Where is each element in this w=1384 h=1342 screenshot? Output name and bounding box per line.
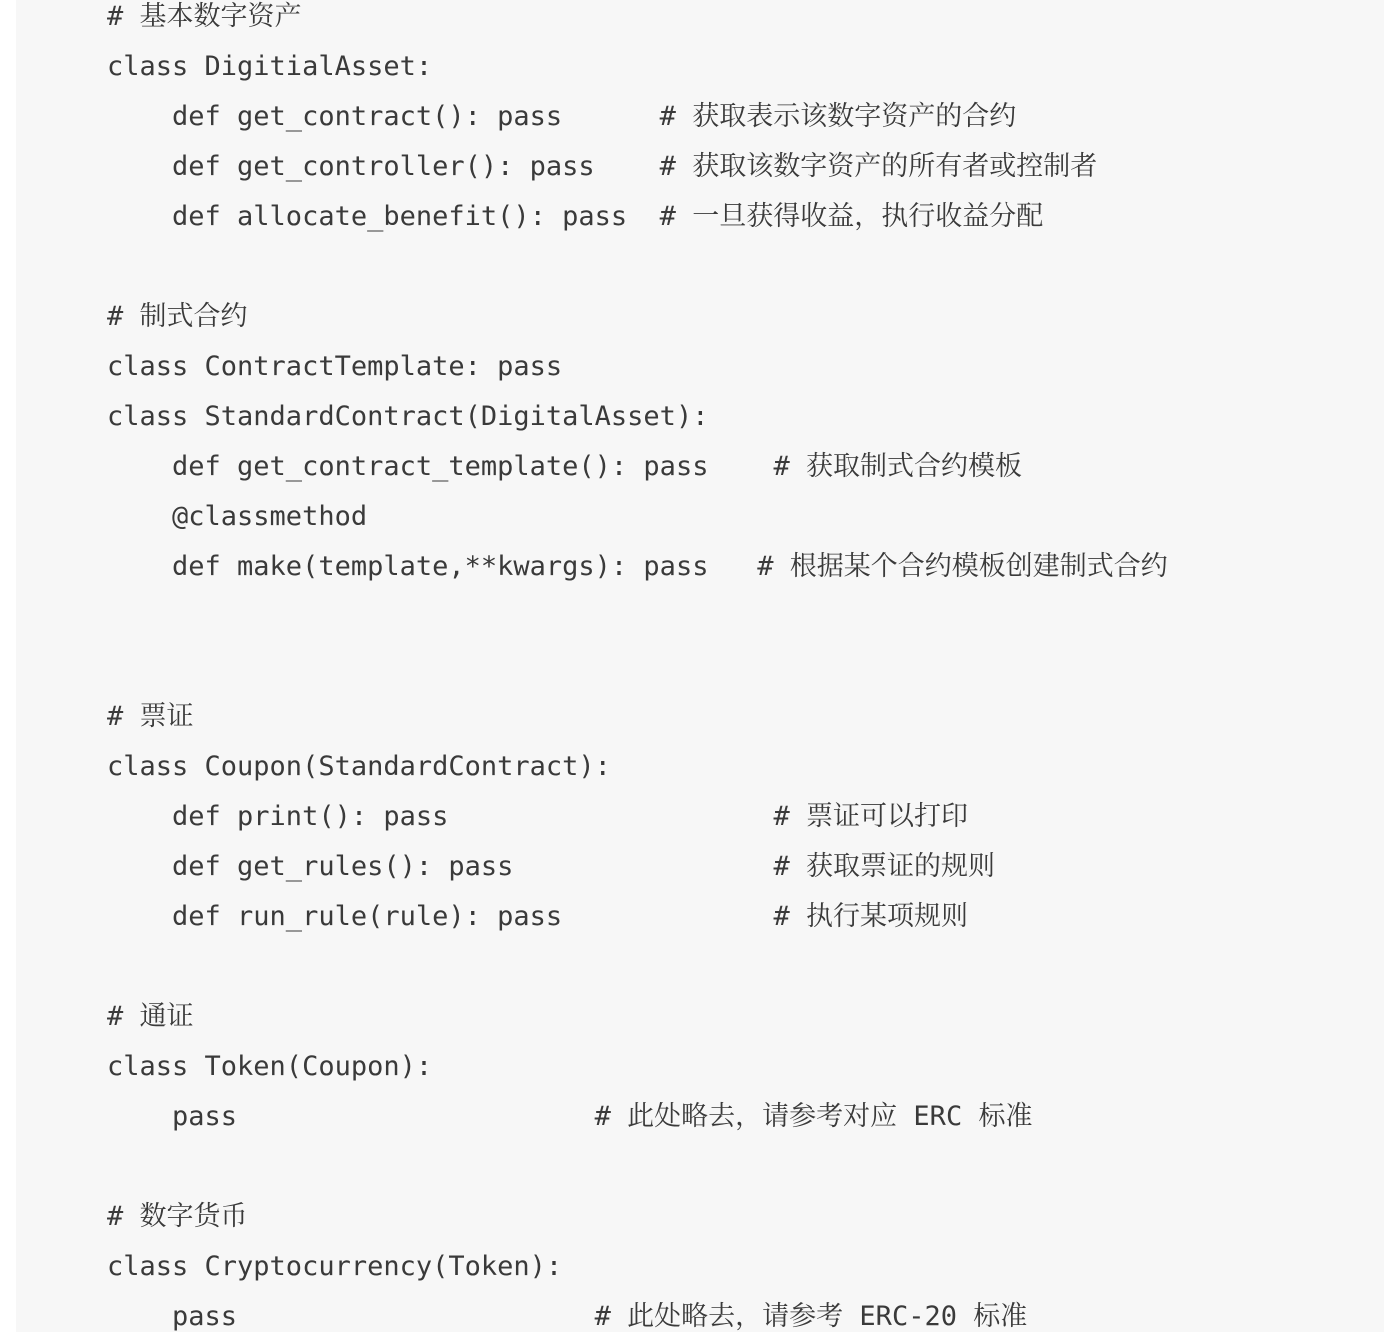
code-line: def get_contract(): pass # 获取表示该数字资产的合约 [107, 101, 1017, 132]
code-line: # 制式合约 [107, 301, 248, 332]
code-line [107, 242, 1384, 292]
code-line [107, 1142, 1384, 1192]
code-line: # 票证 [107, 701, 194, 732]
code-line: class Coupon(StandardContract): [107, 751, 611, 782]
code-line: # 数字货币 [107, 1201, 248, 1232]
code-line: def allocate_benefit(): pass # 一旦获得收益，执行收益分配 [107, 201, 1044, 232]
code-panel [16, 0, 1384, 1332]
code-line [107, 592, 1384, 642]
code-line: pass # 此处略去，请参考对应 ERC 标准 [107, 1101, 1033, 1132]
code-line [107, 642, 1384, 692]
code-line: # 基本数字资产 [107, 1, 302, 32]
code-line: class Cryptocurrency(Token): [107, 1251, 563, 1282]
code-block [16, 0, 1384, 1332]
code-line: class ContractTemplate: pass [107, 351, 563, 382]
code-line: def get_rules(): pass # 获取票证的规则 [107, 851, 995, 882]
code-line: class StandardContract(DigitalAsset): [107, 401, 709, 432]
code-line: class Token(Coupon): [107, 1051, 433, 1082]
code-line: def run_rule(rule): pass # 执行某项规则 [107, 901, 968, 932]
code-line: pass # 此处略去，请参考 ERC-20 标准 [107, 1301, 1028, 1332]
code-line: # 通证 [107, 1001, 194, 1032]
code-line: def print(): pass # 票证可以打印 [107, 801, 968, 832]
code-line [107, 942, 1384, 992]
code-line: class DigitialAsset: [107, 51, 433, 82]
code-line: def make(template,**kwargs): pass # 根据某个合约模板创建制式合约 [107, 551, 1168, 582]
code-line: @classmethod [107, 501, 368, 532]
code-line: def get_contract_template(): pass # 获取制式合约模板 [107, 451, 1022, 482]
code-line: def get_controller(): pass # 获取该数字资产的所有者或控制者 [107, 151, 1098, 182]
